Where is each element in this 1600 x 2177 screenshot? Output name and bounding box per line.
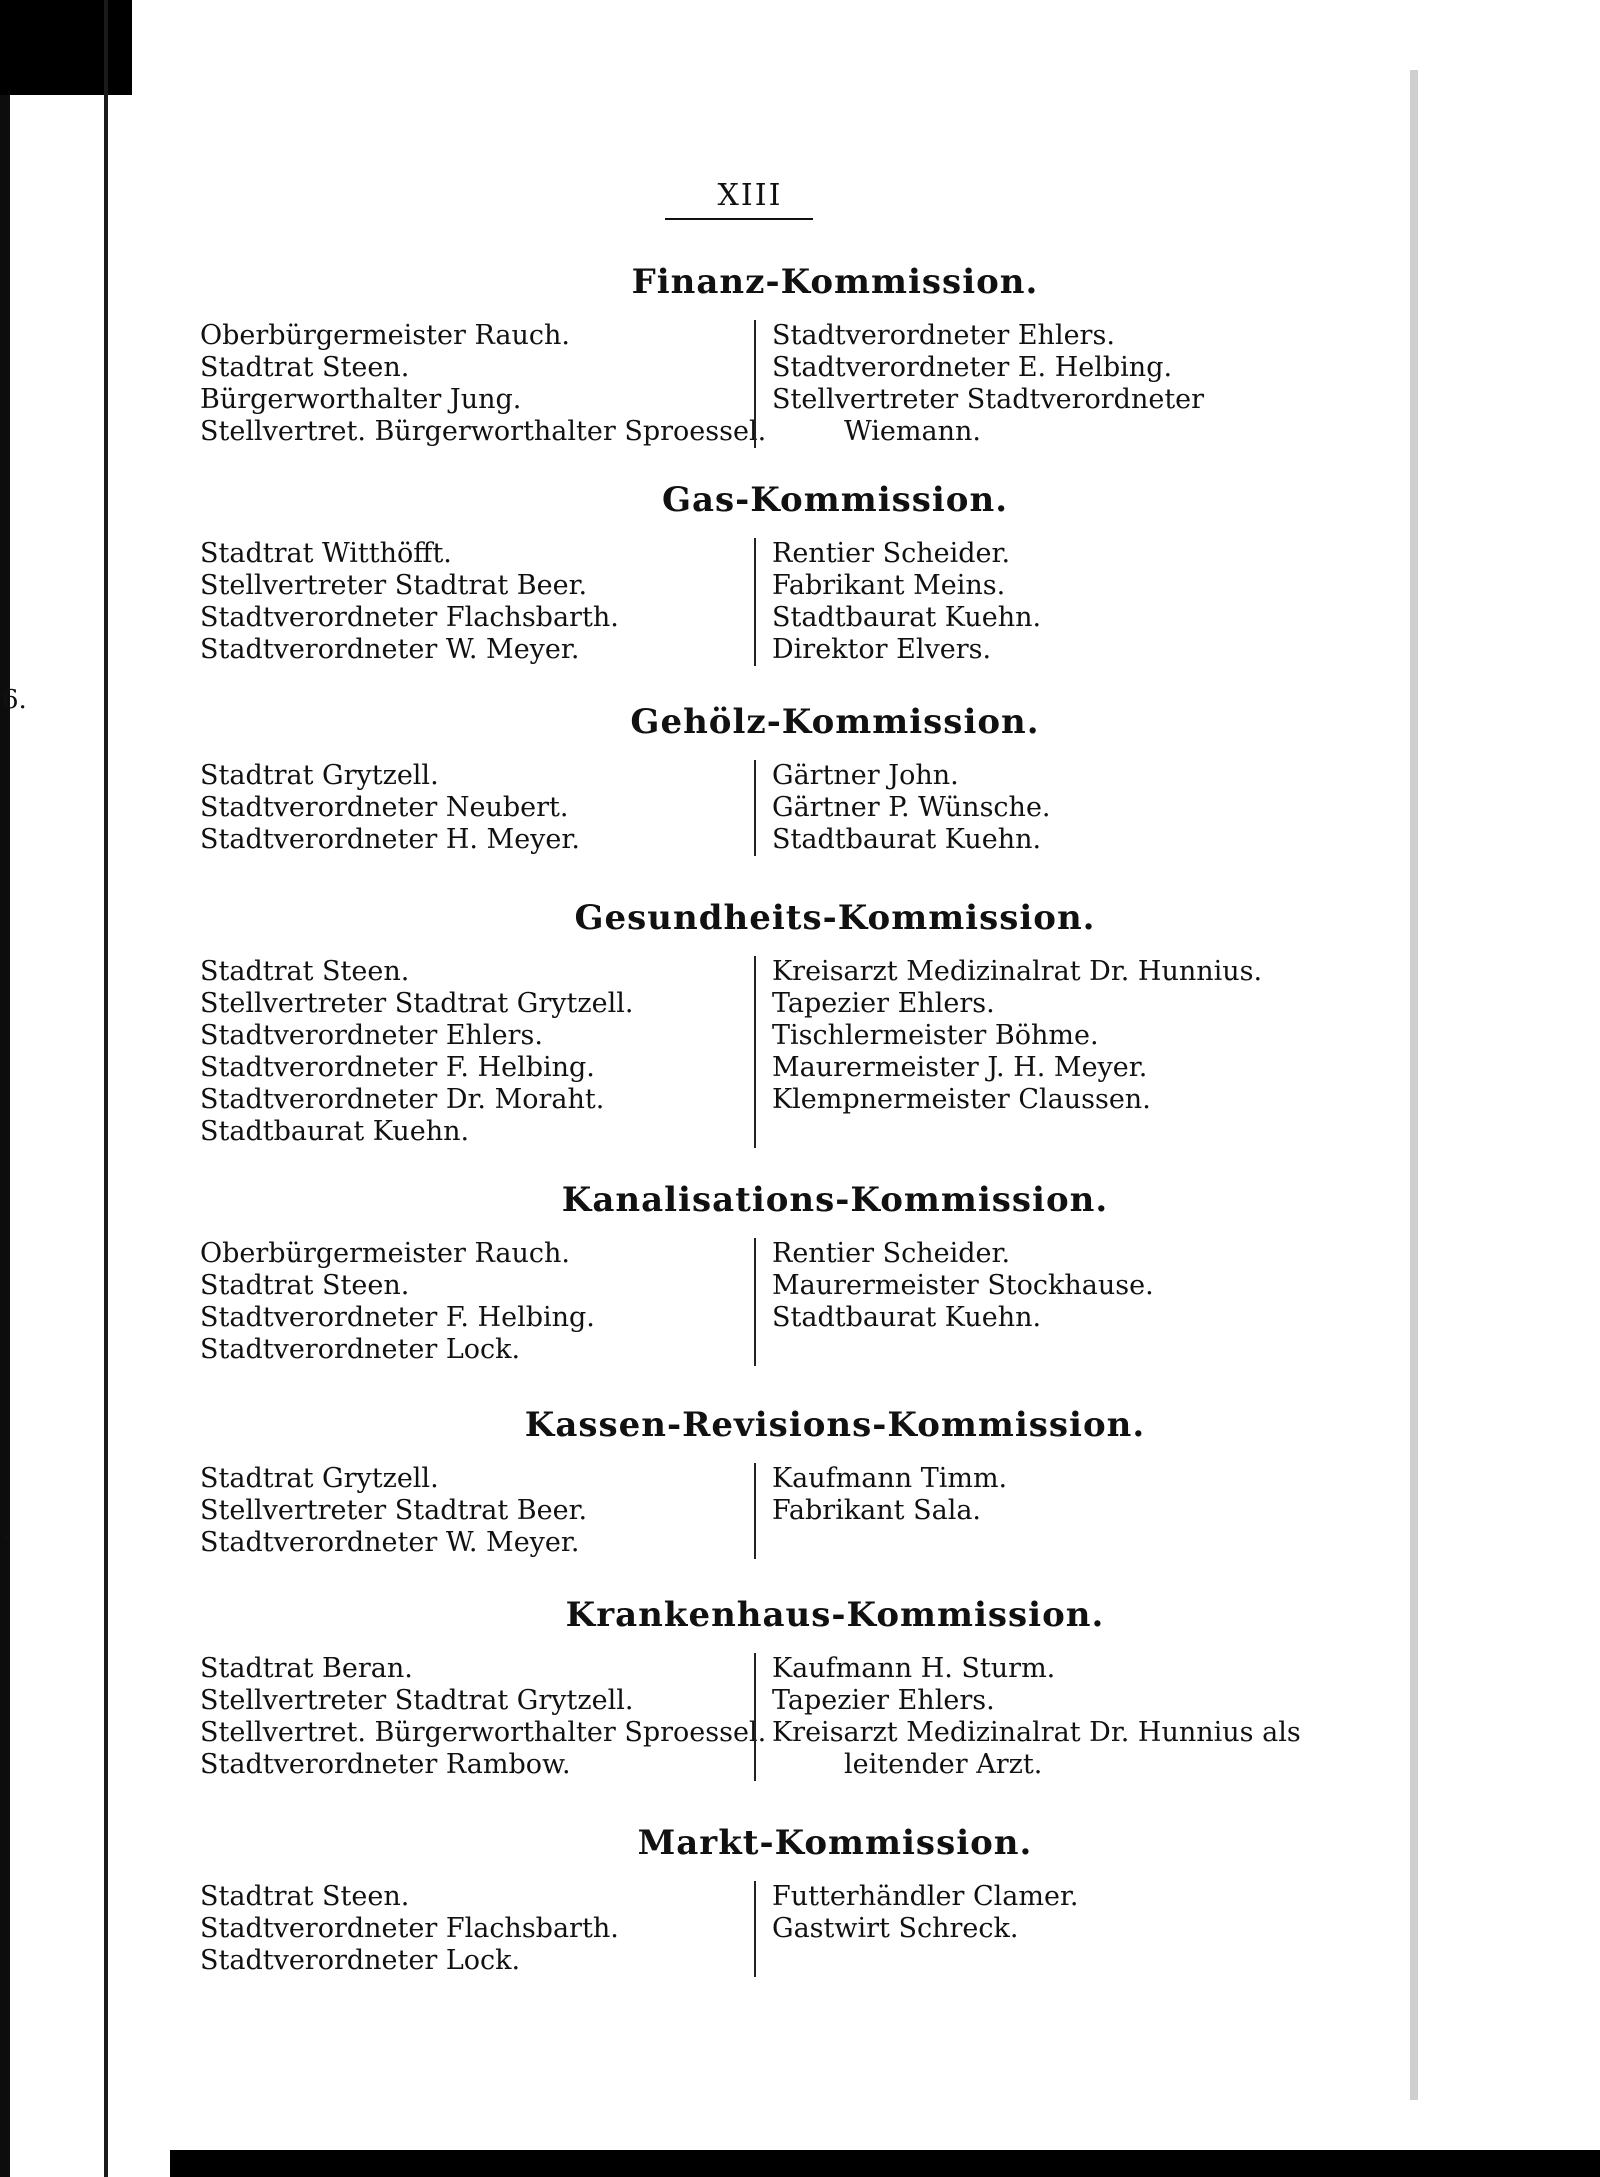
members-left-column bbox=[200, 320, 767, 448]
margin-page-number: 6. bbox=[2, 685, 27, 715]
member-entry: Fabrikant Meins. bbox=[772, 570, 1006, 601]
member-entry: Gärtner John. bbox=[772, 760, 959, 791]
members-left-column bbox=[200, 1881, 754, 1977]
member-entry: Stadtrat Steen. bbox=[200, 956, 410, 987]
members-left-column bbox=[200, 760, 754, 856]
members-left-column bbox=[200, 1653, 767, 1781]
member-entry: Stadtverordneter Lock. bbox=[200, 1334, 521, 1365]
member-entry: Stadtverordneter Ehlers. bbox=[772, 320, 1115, 351]
member-entry: Stadtverordneter F. Helbing. bbox=[200, 1052, 595, 1083]
member-entry: Stadtrat Witthöfft. bbox=[200, 538, 452, 569]
section-kanalisations-kommission bbox=[200, 1180, 1350, 1366]
member-entry: Maurermeister Stockhause. bbox=[772, 1270, 1154, 1301]
section-markt-kommission bbox=[200, 1823, 1350, 1977]
member-entry: Stadtverordneter Lock. bbox=[200, 1945, 521, 1976]
margin-dot: . bbox=[2, 1515, 11, 1545]
member-entry: Stellvertreter Stadtrat Grytzell. bbox=[200, 1685, 634, 1716]
scan-edge-left bbox=[0, 0, 10, 2177]
section-gesundheits-kommission bbox=[200, 898, 1350, 1148]
member-entry: Stadtverordneter Neubert. bbox=[200, 792, 569, 823]
member-entry: Tapezier Ehlers. bbox=[772, 988, 995, 1019]
section-krankenhaus-kommission bbox=[200, 1595, 1350, 1781]
member-entry: Stellvertreter Stadtrat Grytzell. bbox=[200, 988, 634, 1019]
member-entry: Kaufmann Timm. bbox=[772, 1463, 1008, 1494]
members-right-column bbox=[754, 1238, 1154, 1366]
member-entry: Stadtverordneter H. Meyer. bbox=[200, 824, 580, 855]
section-gas-kommission bbox=[200, 480, 1350, 666]
member-entry: Kreisarzt Medizinalrat Dr. Hunnius. bbox=[772, 956, 1263, 987]
section-kassen-revisions-kommission bbox=[200, 1405, 1350, 1559]
member-entry: Maurermeister J. H. Meyer. bbox=[772, 1052, 1148, 1083]
member-entry: Stadtverordneter E. Helbing. bbox=[772, 352, 1173, 383]
member-entry: Stadtbaurat Kuehn. bbox=[772, 1302, 1042, 1333]
members-left-column bbox=[200, 1463, 754, 1559]
member-entry: Gärtner P. Wünsche. bbox=[772, 792, 1051, 823]
member-entry: Rentier Scheider. bbox=[772, 1238, 1011, 1269]
section-title: Gehölz-Kommission. bbox=[630, 702, 1040, 742]
member-entry: Stadtverordneter Flachsbarth. bbox=[200, 1913, 619, 1944]
member-entry-continuation: Wiemann. bbox=[844, 416, 981, 447]
section-title: Gas-Kommission. bbox=[661, 480, 1009, 520]
member-entry: Stadtrat Steen. bbox=[200, 1881, 410, 1912]
members-left-column bbox=[200, 956, 754, 1148]
member-entry: Stadtverordneter Flachsbarth. bbox=[200, 602, 619, 633]
members-left-column bbox=[200, 1238, 754, 1366]
member-entry: Fabrikant Sala. bbox=[772, 1495, 982, 1526]
member-entry: Stadtrat Beran. bbox=[200, 1653, 413, 1684]
member-entry: Stellvertreter Stadtverordneter bbox=[772, 384, 1205, 415]
page-number: XIII bbox=[717, 178, 783, 213]
member-entry-continuation: leitender Arzt. bbox=[844, 1749, 1043, 1780]
members-right-column bbox=[754, 1463, 1007, 1559]
page-number-rule bbox=[665, 218, 813, 220]
member-entry: Kaufmann H. Sturm. bbox=[772, 1653, 1056, 1684]
section-title: Kanalisations-Kommission. bbox=[561, 1180, 1109, 1220]
member-entry: Tapezier Ehlers. bbox=[772, 1685, 995, 1716]
scan-edge-bottom bbox=[170, 2150, 1600, 2177]
members-right-column bbox=[754, 320, 1204, 448]
member-entry: Stadtbaurat Kuehn. bbox=[772, 602, 1042, 633]
member-entry: Stadtbaurat Kuehn. bbox=[772, 824, 1042, 855]
members-right-column bbox=[754, 1881, 1078, 1977]
section-title: Gesundheits-Kommission. bbox=[574, 898, 1096, 938]
members-right-column bbox=[754, 760, 1051, 856]
section-finanz-kommission bbox=[200, 262, 1350, 448]
member-entry: Stellvertreter Stadtrat Beer. bbox=[200, 570, 588, 601]
member-entry: Oberbürgermeister Rauch. bbox=[200, 320, 570, 351]
section-title: Markt-Kommission. bbox=[637, 1823, 1033, 1863]
member-entry: Kreisarzt Medizinalrat Dr. Hunnius als bbox=[772, 1717, 1301, 1748]
member-entry: Stadtverordneter Dr. Moraht. bbox=[200, 1084, 605, 1115]
member-entry: Stellvertret. Bürgerworthalter Sproessel. bbox=[200, 416, 767, 447]
page-edge-right bbox=[1410, 70, 1418, 2100]
member-entry: Stadtrat Steen. bbox=[200, 1270, 410, 1301]
members-right-column bbox=[754, 956, 1262, 1148]
members-right-column bbox=[754, 1653, 1301, 1781]
members-left-column bbox=[200, 538, 754, 666]
member-entry: Stellvertreter Stadtrat Beer. bbox=[200, 1495, 588, 1526]
section-title: Kassen-Revisions-Kommission. bbox=[524, 1405, 1146, 1445]
member-entry: Stadtrat Steen. bbox=[200, 352, 410, 383]
members-right-column bbox=[754, 538, 1041, 666]
member-entry: Direktor Elvers. bbox=[772, 634, 992, 665]
member-entry: Stadtbaurat Kuehn. bbox=[200, 1116, 470, 1147]
section-title: Krankenhaus-Kommission. bbox=[565, 1595, 1105, 1635]
section-title: Finanz-Kommission. bbox=[631, 262, 1039, 302]
member-entry: Stadtverordneter Rambow. bbox=[200, 1749, 571, 1780]
page-gutter-line bbox=[104, 0, 108, 2177]
member-entry: Stadtverordneter Ehlers. bbox=[200, 1020, 543, 1051]
member-entry: Futterhändler Clamer. bbox=[772, 1881, 1079, 1912]
member-entry: Stadtverordneter W. Meyer. bbox=[200, 634, 580, 665]
section-gehoelz-kommission bbox=[200, 702, 1350, 856]
member-entry: Stadtrat Grytzell. bbox=[200, 760, 439, 791]
member-entry: Klempnermeister Claussen. bbox=[772, 1084, 1151, 1115]
member-entry: Rentier Scheider. bbox=[772, 538, 1011, 569]
member-entry: Tischlermeister Böhme. bbox=[772, 1020, 1099, 1051]
member-entry: Stellvertret. Bürgerworthalter Sproessel. bbox=[200, 1717, 767, 1748]
member-entry: Bürgerworthalter Jung. bbox=[200, 384, 522, 415]
member-entry: Stadtverordneter F. Helbing. bbox=[200, 1302, 595, 1333]
member-entry: Stadtrat Grytzell. bbox=[200, 1463, 439, 1494]
scan-edge-corner bbox=[0, 0, 132, 95]
member-entry: Oberbürgermeister Rauch. bbox=[200, 1238, 570, 1269]
member-entry: Stadtverordneter W. Meyer. bbox=[200, 1527, 580, 1558]
member-entry: Gastwirt Schreck. bbox=[772, 1913, 1019, 1944]
